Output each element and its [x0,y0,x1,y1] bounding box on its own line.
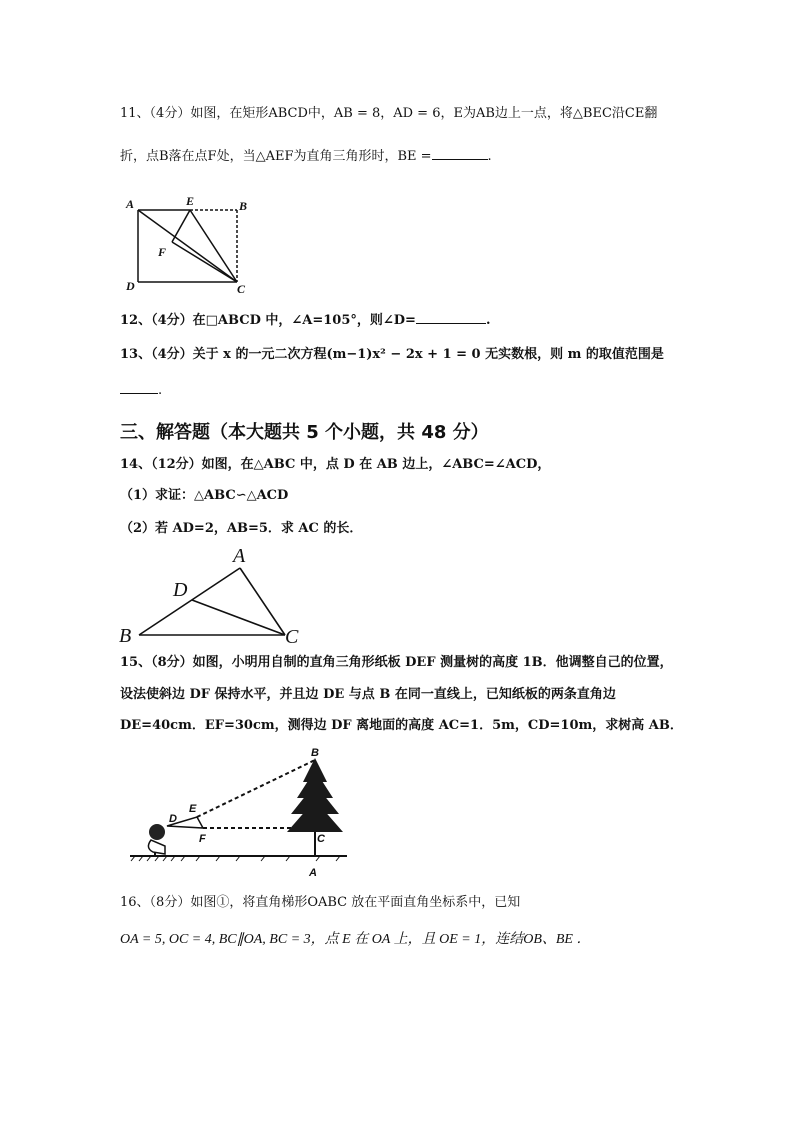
q13-line2 [120,380,162,401]
q13-answer-blank [120,380,158,394]
q11-label-c: C [237,282,246,296]
q14-line3: （2）若 AD=2，AB=5．求 AC 的长． [120,521,363,536]
q15-label-b: B [311,747,319,759]
q11-label-f: F [158,245,167,259]
q15-figure [125,742,355,882]
q15-line1: 15、（8分）如图，小明用自制的直角三角形纸板 DEF 测量树的高度 1B．他调整自己的位置， [120,655,673,670]
q14-label-a: A [233,545,246,567]
q15-label-a: A [309,867,317,879]
q14-label-d: D [173,579,188,601]
q15-label-f: F [199,833,206,845]
q16-line1: 16、（8分）如图①，将直角梯形OABC 放在平面直角坐标系中，已知 [120,895,521,910]
q16-line2: OA = 5, OC = 4, BC∥OA, BC = 3，点 E 在 OA 上，且 OE = 1，连结OB、BE ． [120,932,591,947]
q15-label-d: D [169,813,177,825]
q14-line2: （1）求证：△ABC∽△ACD [120,488,289,503]
section-3-heading: 三、解答题（本大题共 5 个小题，共 48 分） [120,422,489,443]
q15-label-e: E [189,803,197,815]
q13-line: 13、（4分）关于 x 的一元二次方程(m−1)x² − 2x + 1 = 0 无实数根，则 m 的取值范围是 [120,347,664,362]
q11-label-e: E [186,194,195,208]
q12-line [120,310,490,331]
q11-period: . [487,149,492,164]
q12-text: 12、（4分）在□ABCD 中，∠A=105°，则∠D= [120,313,416,328]
q12-answer-blank [416,310,486,324]
q15-line3: DE=40cm．EF=30cm，测得边 DF 离地面的高度 AC=1．5m，CD=10m，求树高 AB． [120,718,683,733]
q11-line2 [120,146,492,167]
q11-line1: 11、（4分）如图，在矩形ABCD中，AB = 8，AD = 6，E为AB边上一点，将△BEC沿CE翻 [120,106,658,121]
q12-period: . [485,313,491,328]
q13-period: . [158,383,163,398]
q11-label-b: B [239,199,248,213]
q15-label-c: C [317,833,325,845]
q11-figure [120,192,260,297]
q15-line2: 设法使斜边 DF 保持水平，并且边 DE 与点 B 在同一直线上，已知纸板的两条直角边 [120,687,616,702]
q11-label-d: D [126,279,135,293]
q11-label-a: A [126,197,135,211]
q11-answer-blank [432,146,488,160]
q11-line2-text: 折，点B落在点F处，当△AEF为直角三角形时，BE = [120,149,432,164]
q14-label-b: B [119,625,132,647]
q14-line1: 14、（12分）如图，在△ABC 中，点 D 在 AB 边上，∠ABC=∠ACD， [120,457,551,472]
q14-label-c: C [285,626,299,648]
q14-figure [115,540,315,650]
